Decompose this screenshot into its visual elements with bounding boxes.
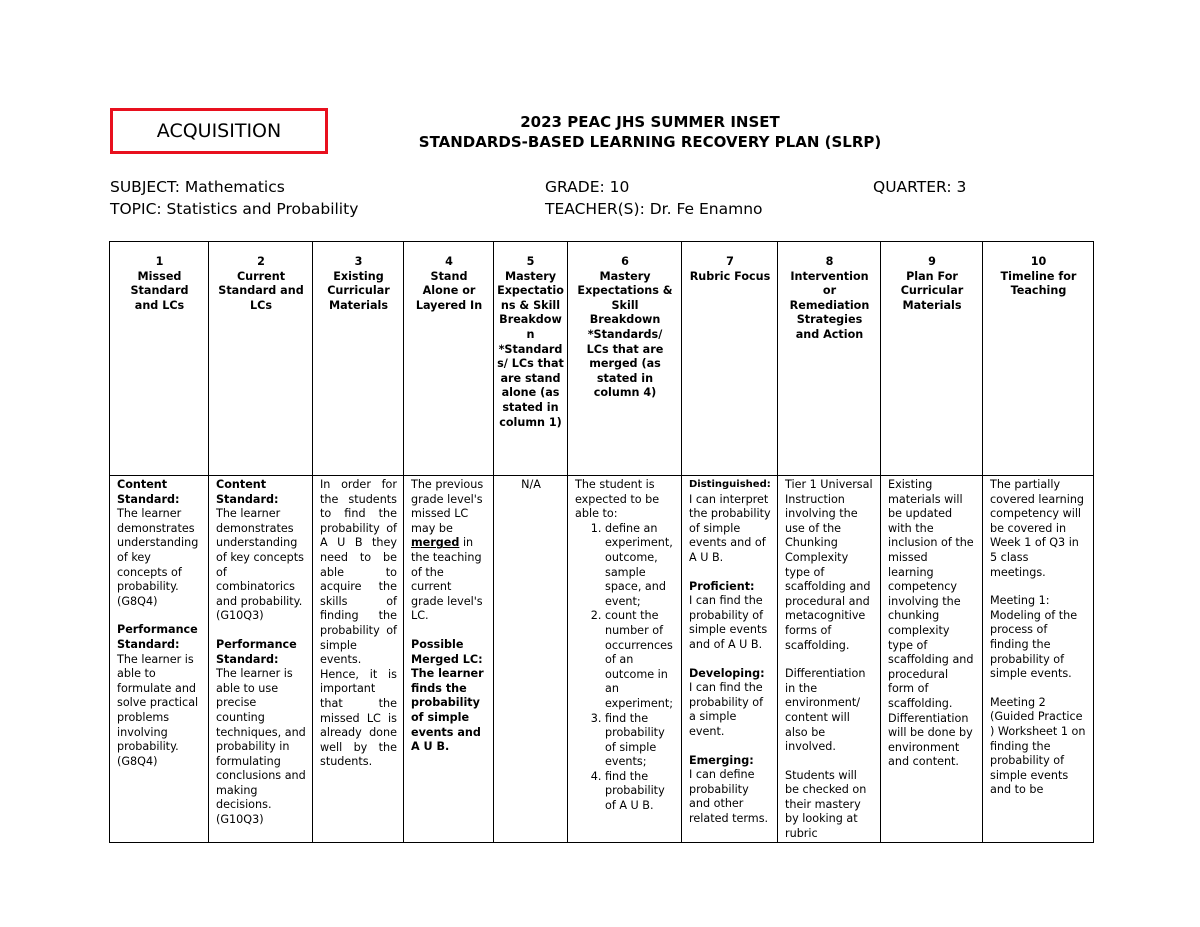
topic-label: TOPIC: Statistics and Probability [110,200,359,218]
not-applicable-text: N/A [521,478,541,491]
performance-standard-text: The learner is able to use precise counting techniques, and probability in formulating conclusions and making decisions. (G10Q3) [216,667,306,827]
materials-plan-text: Existing materials will be updated with the inclusion of the missed learning competency involving the chunking complexity type of scaffolding and procedural form of scaffolding. Differentiation will be done by environment and content. [888,478,974,769]
rubric-level-label: Proficient: [689,579,755,593]
intervention-text: Tier 1 Universal Instruction involving the use of the Chunking Complexity type of scaffolding and procedural and metacognitive forms of scaffolding. [785,478,873,652]
materials-plan-cell [881,476,983,843]
performance-standard-label: Performance Standard: [117,623,198,651]
quarter-label: QUARTER: 3 [873,178,967,196]
intervention-text: Students will be checked on their mastery by looking at rubric [785,768,867,841]
column-header-1: 1 Missed Standard and LCs [110,242,209,476]
subject-label: SUBJECT: Mathematics [110,178,285,196]
column-header-4: 4 Stand Alone or Layered In [404,242,494,476]
layered-text: The previous grade level's missed LC may be merged in the teaching of the current grade level's LC. [411,478,484,623]
performance-standard-label: Performance Standard: [216,637,297,666]
column-header-3: 3 Existing Curricular Materials [313,242,404,476]
content-standard-text: The learner demonstrates understanding of key concepts of probability. (G8Q4) [117,507,199,608]
rubric-focus-cell [682,476,778,843]
column-header-8: 8 Intervention or Remediation Strategies and Action [778,242,881,476]
rubric-level-text: I can find the probability of simple events and of A U B. [689,594,768,651]
rubric-level-label: Developing: [689,666,765,680]
intervention-cell [778,476,881,843]
skill-item: 3. find the probability of simple events; [605,712,675,770]
possible-merged-text: The learner finds the probability of simple events and A U B. [411,667,484,754]
rubric-level-label: Emerging: [689,753,754,767]
timeline-text: Meeting 2 (Guided Practice ) Worksheet 1 on finding the probability of simple events and to be [990,695,1086,797]
page-title [300,112,1000,152]
performance-standard-text: The learner is able to formulate and solve practical problems involving probability. (G8Q4) [117,652,199,768]
possible-merged-label: Possible Merged LC: [411,637,483,666]
column-header-5: 5 Mastery Expectations & Skill Breakdown *Standards/ LCs that are stand alone (as stated in column 1) [494,242,568,476]
column-header-10: 10 Timeline for Teaching [983,242,1094,476]
timeline-cell [983,476,1094,843]
skill-item: 4. find the probability of A U B. [605,770,675,814]
missed-standard-cell [110,476,209,843]
acquisition-badge [110,108,328,154]
teacher-label: TEACHER(S): Dr. Fe Enamno [545,200,763,218]
existing-materials-text: In order for the students to find the probability of A U B they need to be able to acquire the skills of finding the probability of simple events. Hence, it is important that the missed LC is already done well by the students. [320,478,397,769]
slrp-table [109,241,1094,843]
merged-word: merged [411,536,460,550]
rubric-level-text: I can find the probability of a simple event. [689,681,764,738]
title-line-2: STANDARDS-BASED LEARNING RECOVERY PLAN (SLRP) [418,133,882,151]
column-header-2: 2 Current Standard and LCs [209,242,313,476]
content-row [110,476,1094,843]
acquisition-badge-label: ACQUISITION [156,120,282,142]
timeline-text: The partially covered learning competency will be covered in Week 1 of Q3 in 5 class meetings. [990,478,1085,579]
content-standard-label: Content Standard: [117,478,180,506]
skill-item: 1. define an experiment, outcome, sample space, and event; [605,522,675,610]
current-standard-cell [209,476,313,843]
title-line-1: 2023 PEAC JHS SUMMER INSET [520,113,780,131]
header-row [110,242,1094,476]
intervention-text: Differentiation in the environment/ content will also be involved. [785,667,866,754]
mastery-intro: The student is expected to be able to: [575,478,660,521]
content-standard-text: The learner demonstrates understanding of key concepts of combinatorics and probability. (G10Q3) [216,507,304,623]
existing-materials-cell [313,476,404,843]
stand-alone-layered-cell [404,476,494,843]
skill-list [575,522,675,814]
rubric-level-label: Distinguished: [689,479,771,490]
grade-label: GRADE: 10 [545,178,630,196]
content-standard-label: Content Standard: [216,478,279,506]
skill-item: 2. count the number of occurrences of an outcome in an experiment; [605,609,675,711]
column-header-9: 9 Plan For Curricular Materials [881,242,983,476]
rubric-level-text: I can define probability and other related terms. [689,768,769,825]
mastery-stand-alone-cell [494,476,568,843]
column-header-7: 7 Rubric Focus [682,242,778,476]
timeline-text: Meeting 1: Modeling of the process of finding the probability of simple events. [990,594,1078,681]
column-header-6: 6 Mastery Expectations & Skill Breakdown *Standards/ LCs that are merged (as stated in column 4) [568,242,682,476]
rubric-level-text: I can interpret the probability of simple events and of A U B. [689,492,771,564]
mastery-merged-cell [568,476,682,843]
